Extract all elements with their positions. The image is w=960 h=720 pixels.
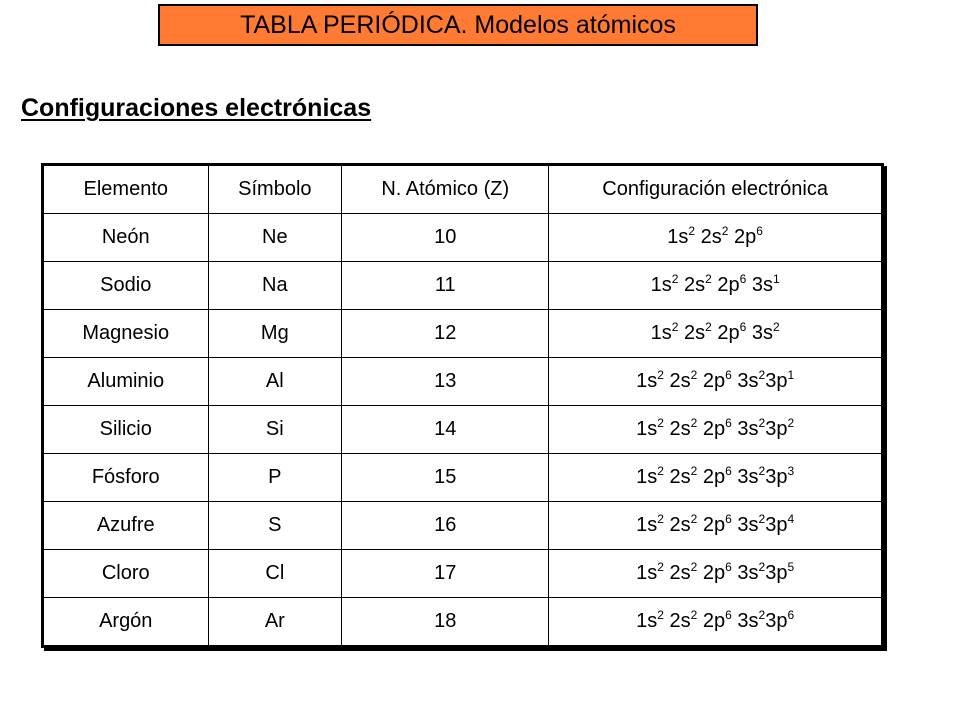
electron-count: 2 <box>690 512 698 526</box>
orbital-label: 2p <box>702 418 726 440</box>
cell-symbol: Mg <box>208 310 342 358</box>
orbital-label: 1s <box>650 322 672 344</box>
cell-configuration <box>549 598 883 647</box>
table-row <box>43 550 883 598</box>
orbital-label: 1s <box>636 418 658 440</box>
electron-count: 2 <box>758 560 766 574</box>
electron-count: 2 <box>758 512 766 526</box>
table-row <box>43 598 883 647</box>
cell-atomic-number: 16 <box>342 502 549 550</box>
cell-atomic-number: 15 <box>342 454 549 502</box>
electron-count: 2 <box>772 320 780 334</box>
cell-atomic-number: 10 <box>342 214 549 262</box>
table-body <box>43 214 883 647</box>
electron-count: 2 <box>787 416 795 430</box>
electron-count: 2 <box>758 416 766 430</box>
electron-count: 2 <box>657 368 664 382</box>
orbital-label: 2s <box>669 370 691 392</box>
electron-count: 2 <box>758 608 766 622</box>
orbital-label: 3p <box>765 562 788 584</box>
cell-symbol: Al <box>208 358 342 406</box>
orbital-label: 3p <box>765 466 788 488</box>
electron-count: 6 <box>725 512 732 526</box>
electron-count: 2 <box>690 368 698 382</box>
orbital-label: 2p <box>734 226 757 248</box>
orbital-label: 2p <box>702 514 726 536</box>
cell-symbol: S <box>208 502 342 550</box>
cell-symbol: Si <box>208 406 342 454</box>
electron-count: 6 <box>725 368 732 382</box>
slide-title: TABLA PERIÓDICA. Modelos atómicos <box>240 10 676 39</box>
orbital-label: 3s <box>737 610 759 632</box>
electron-count: 2 <box>758 464 766 478</box>
cell-symbol: Ne <box>208 214 342 262</box>
orbital-label: 2p <box>702 466 726 488</box>
cell-element: Cloro <box>43 550 209 598</box>
electron-count: 4 <box>787 512 795 526</box>
orbital-label: 3s <box>737 370 759 392</box>
orbital-label: 1s <box>636 466 658 488</box>
cell-atomic-number: 12 <box>342 310 549 358</box>
electron-count: 2 <box>721 224 729 238</box>
orbital-label: 3p <box>765 610 788 632</box>
orbital-label: 2p <box>702 370 726 392</box>
header-element: Elemento <box>43 165 209 214</box>
electron-count: 6 <box>725 560 732 574</box>
header-atomic-number: N. Atómico (Z) <box>342 165 549 214</box>
header-symbol: Símbolo <box>208 165 342 214</box>
table-row <box>43 406 883 454</box>
orbital-label: 2s <box>683 322 706 344</box>
orbital-label: 2s <box>683 274 706 296</box>
electron-count: 1 <box>787 368 795 382</box>
electron-count: 5 <box>787 560 795 574</box>
electron-count: 6 <box>725 416 732 430</box>
orbital-label: 1s <box>636 562 658 584</box>
cell-configuration <box>549 214 883 262</box>
electron-count: 6 <box>739 272 747 286</box>
electron-count: 2 <box>671 320 679 334</box>
orbital-label: 2s <box>669 466 691 488</box>
cell-atomic-number: 18 <box>342 598 549 647</box>
electron-count: 2 <box>657 416 664 430</box>
electron-count: 6 <box>725 608 732 622</box>
electron-count: 2 <box>688 224 696 238</box>
orbital-label: 3s <box>737 466 759 488</box>
orbital-label: 1s <box>636 514 658 536</box>
orbital-label: 3p <box>765 370 788 392</box>
orbital-label: 2p <box>717 322 740 344</box>
electron-count: 2 <box>758 368 766 382</box>
cell-symbol: Ar <box>208 598 342 647</box>
cell-configuration <box>549 550 883 598</box>
orbital-label: 2s <box>669 562 691 584</box>
section-heading: Configuraciones electrónicas <box>21 94 372 122</box>
electron-count: 2 <box>705 272 712 286</box>
electron-count: 2 <box>690 560 698 574</box>
cell-element: Magnesio <box>43 310 209 358</box>
orbital-label: 3s <box>737 418 759 440</box>
orbital-label: 1s <box>667 226 689 248</box>
electron-count: 2 <box>690 416 698 430</box>
electron-count: 2 <box>690 608 698 622</box>
table-row <box>43 454 883 502</box>
electron-count: 2 <box>657 560 664 574</box>
orbital-label: 2s <box>700 226 722 248</box>
cell-configuration <box>549 358 883 406</box>
cell-element: Aluminio <box>43 358 209 406</box>
table-row <box>43 358 883 406</box>
cell-element: Azufre <box>43 502 209 550</box>
orbital-label: 2p <box>717 274 740 296</box>
orbital-label: 2s <box>669 610 691 632</box>
cell-symbol: Cl <box>208 550 342 598</box>
electron-count: 2 <box>657 512 664 526</box>
electron-configuration-table <box>41 163 884 648</box>
cell-configuration <box>549 502 883 550</box>
table-row <box>43 310 883 358</box>
orbital-label: 1s <box>636 370 658 392</box>
cell-atomic-number: 14 <box>342 406 549 454</box>
header-configuration: Configuración electrónica <box>549 165 883 214</box>
cell-atomic-number: 13 <box>342 358 549 406</box>
cell-configuration <box>549 454 883 502</box>
cell-atomic-number: 11 <box>342 262 549 310</box>
cell-element: Fósforo <box>43 454 209 502</box>
orbital-label: 2p <box>702 562 726 584</box>
orbital-label: 1s <box>650 274 672 296</box>
cell-symbol: P <box>208 454 342 502</box>
cell-symbol: Na <box>208 262 342 310</box>
table-header-row <box>43 165 883 214</box>
electron-count: 2 <box>705 320 712 334</box>
orbital-label: 3p <box>765 514 788 536</box>
orbital-label: 3s <box>737 562 759 584</box>
table-row <box>43 502 883 550</box>
table-row <box>43 262 883 310</box>
electron-count: 2 <box>657 464 664 478</box>
table-row <box>43 214 883 262</box>
electron-count: 6 <box>756 224 763 238</box>
electron-count: 2 <box>657 608 664 622</box>
cell-element: Sodio <box>43 262 209 310</box>
electron-count: 1 <box>772 272 780 286</box>
orbital-label: 2s <box>669 514 691 536</box>
cell-element: Silicio <box>43 406 209 454</box>
electron-count: 6 <box>725 464 732 478</box>
electron-count: 2 <box>690 464 698 478</box>
slide-title-box <box>158 4 758 46</box>
cell-element: Argón <box>43 598 209 647</box>
cell-configuration <box>549 262 883 310</box>
orbital-label: 2p <box>702 610 726 632</box>
electron-count: 2 <box>671 272 679 286</box>
orbital-label: 3s <box>737 514 759 536</box>
orbital-label: 3s <box>751 322 773 344</box>
cell-atomic-number: 17 <box>342 550 549 598</box>
orbital-label: 1s <box>636 610 658 632</box>
electron-count: 6 <box>739 320 747 334</box>
electron-count: 6 <box>787 608 795 622</box>
orbital-label: 3s <box>751 274 773 296</box>
orbital-label: 2s <box>669 418 691 440</box>
cell-configuration <box>549 310 883 358</box>
cell-element: Neón <box>43 214 209 262</box>
electron-count: 3 <box>787 464 795 478</box>
orbital-label: 3p <box>765 418 788 440</box>
cell-configuration <box>549 406 883 454</box>
